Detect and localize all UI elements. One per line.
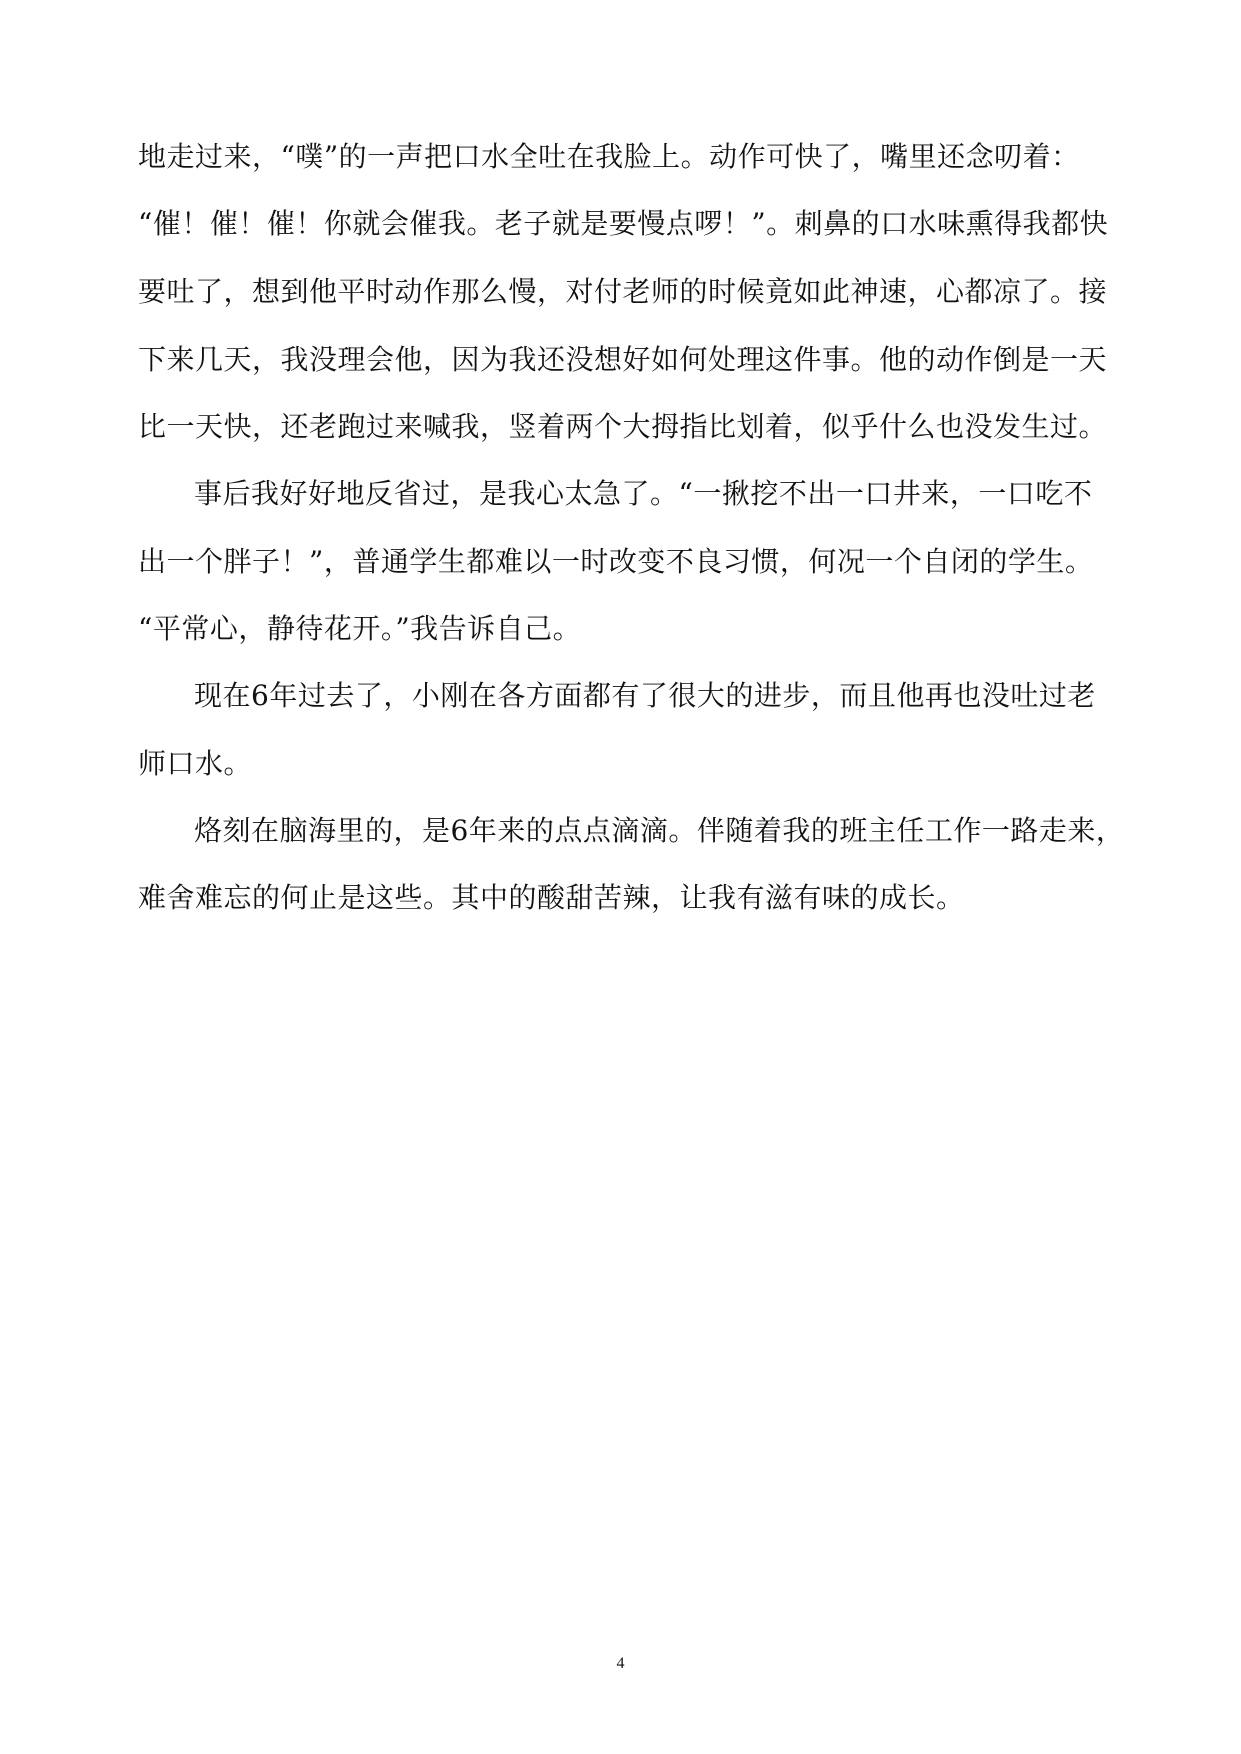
text-line: 要吐了，想到他平时动作那么慢，对付老师的时候竟如此神速，心都凉了。接 <box>138 275 1108 308</box>
text-line: 出一个胖子！”，普通学生都难以一时改变不良习惯，何况一个自闭的学生。 <box>138 545 1094 578</box>
text-line: “催！催！催！你就会催我。老子就是要慢点啰！”。刺鼻的口水味熏得我都快 <box>138 207 1109 240</box>
text-line: 地走过来，“噗”的一声把口水全吐在我脸上。动作可快了，嘴里还念叨着： <box>138 140 1080 173</box>
text-line: “平常心，静待花开。”我告诉自己。 <box>138 612 582 645</box>
text-line: 难舍难忘的何止是这些。其中的酸甜苦辣，让我有滋有味的成长。 <box>138 881 965 914</box>
text-line: 烙刻在脑海里的，是6年来的点点滴滴。伴随着我的班主任工作一路走来， <box>194 814 1125 847</box>
text-line: 比一天快，还老跑过来喊我，竖着两个大拇指比划着，似乎什么也没发生过。 <box>138 410 1108 443</box>
text-line: 事后我好好地反省过，是我心太急了。“一揪挖不出一口井来，一口吃不 <box>194 477 1093 510</box>
text-line: 下来几天，我没理会他，因为我还没想好如何处理这件事。他的动作倒是一天 <box>138 343 1108 376</box>
page-number: 4 <box>616 1655 625 1672</box>
text-line: 师口水。 <box>138 747 253 780</box>
text-line: 现在6年过去了，小刚在各方面都有了很大的进步，而且他再也没吐过老 <box>194 679 1096 712</box>
